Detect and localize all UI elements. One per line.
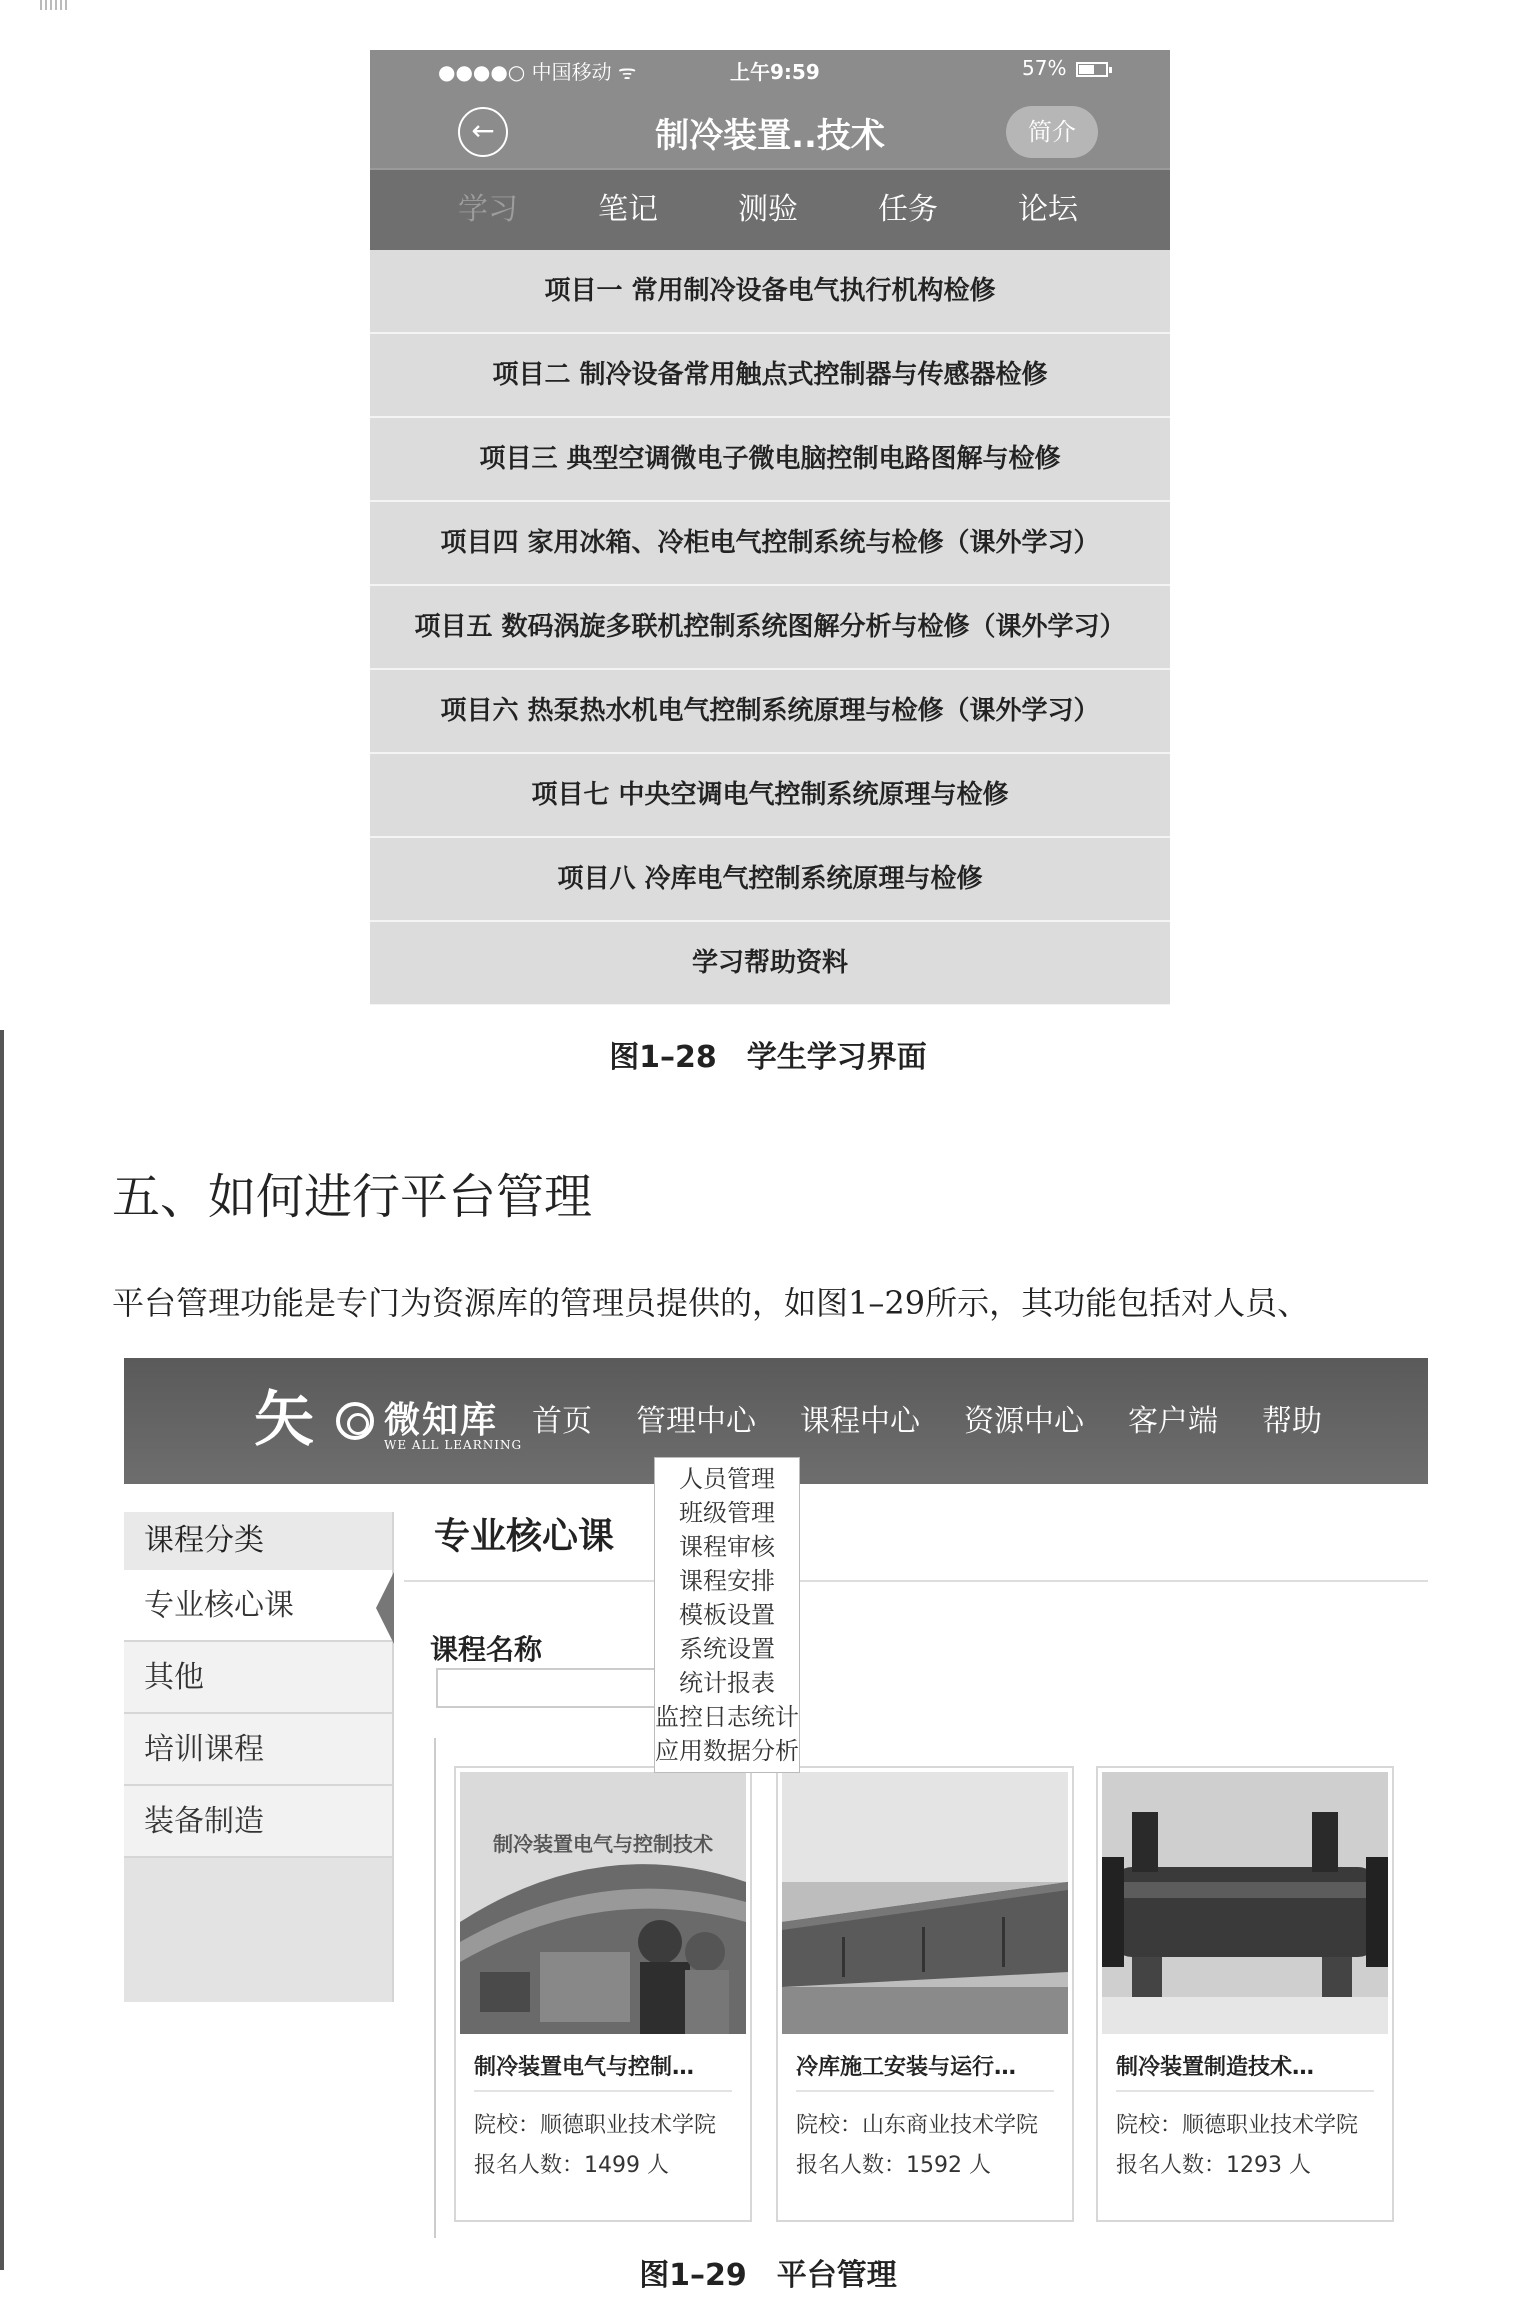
title-divider [404, 1580, 1428, 1582]
logo-mark: 矢 [254, 1385, 314, 1455]
tab-forum[interactable]: 论坛 [1018, 192, 1078, 227]
thumbnail-illustration [460, 1772, 746, 2034]
project-item-1[interactable]: 项目一 常用制冷设备电气执行机构检修 [370, 250, 1170, 334]
course-card-school: 院校：顺德职业技术学院 [474, 2113, 717, 2138]
body-paragraph: 平台管理功能是专门为资源库的管理员提供的，如图1–29所示，其功能包括对人员、 [112, 1284, 1310, 1322]
menu-item-reports[interactable]: 统计报表 [679, 1669, 775, 1697]
tab-quiz[interactable]: 测验 [738, 192, 798, 227]
menu-item-monitor-log[interactable]: 监控日志统计 [655, 1703, 799, 1731]
course-card[interactable] [776, 1766, 1074, 2222]
thumbnail-banner-text: 制冷装置电气与控制技术 [493, 1832, 713, 1856]
course-card-school: 院校：山东商业技术学院 [796, 2113, 1039, 2138]
sidebar-item-core-courses[interactable]: 专业核心课 [124, 1570, 392, 1642]
enrollment-count: 1499 人 [584, 2153, 669, 2178]
clock-label: 上午9:59 [730, 60, 820, 84]
logo-tagline: WE ALL LEARNING [384, 1438, 523, 1452]
course-thumbnail[interactable] [1102, 1772, 1388, 2034]
nav-home[interactable]: 首页 [532, 1404, 592, 1439]
course-thumbnail[interactable] [460, 1772, 746, 2034]
card-divider [1116, 2090, 1374, 2092]
course-category-sidebar [124, 1512, 394, 2002]
logo-name: 微知库 [384, 1400, 499, 1441]
page-edge-rule [0, 1030, 4, 2270]
back-arrow-icon[interactable]: ← [458, 107, 508, 157]
nav-help[interactable]: 帮助 [1262, 1404, 1322, 1439]
project-item-3[interactable]: 项目三 典型空调微电子微电脑控制电路图解与检修 [370, 418, 1170, 502]
nav-course-center[interactable]: 课程中心 [800, 1404, 920, 1439]
sidebar-heading: 课程分类 [144, 1523, 264, 1558]
enrollment-label: 报名人数： [1116, 2153, 1227, 2178]
project-item-2[interactable]: 项目二 制冷设备常用触点式控制器与传感器检修 [370, 334, 1170, 418]
main-nav [532, 1396, 1366, 1440]
course-card-enrollment [1116, 2148, 1311, 2179]
course-card[interactable] [1096, 1766, 1394, 2222]
active-pointer-icon [376, 1572, 394, 1644]
figure-caption-1-29: 图1–29 平台管理 [639, 2258, 897, 2293]
menu-item-data-analysis[interactable]: 应用数据分析 [655, 1737, 799, 1765]
project-item-5[interactable]: 项目五 数码涡旋多联机控制系统图解分析与检修（课外学习） [370, 586, 1170, 670]
battery-percent: 57% [1022, 56, 1067, 80]
sidebar-item-other[interactable]: 其他 [124, 1642, 392, 1714]
tab-tasks[interactable]: 任务 [878, 192, 938, 227]
project-item-8[interactable]: 项目八 冷库电气控制系统原理与检修 [370, 838, 1170, 922]
project-item-6[interactable]: 项目六 热泵热水机电气控制系统原理与检修（课外学习） [370, 670, 1170, 754]
carrier-label: ●●●●○ 中国移动 ᯤ [438, 60, 637, 84]
enrollment-count: 1592 人 [906, 2153, 991, 2178]
battery-icon [1076, 62, 1108, 77]
logo-circle-icon [336, 1402, 374, 1440]
status-bar [370, 56, 1170, 86]
enrollment-label: 报名人数： [796, 2153, 907, 2178]
tab-notes[interactable]: 笔记 [598, 192, 658, 227]
project-list [370, 250, 1170, 1005]
corner-scan-mark [40, 0, 70, 10]
course-card-title[interactable]: 制冷装置制造技术… [1116, 2055, 1315, 2080]
section-heading: 五、如何进行平台管理 [112, 1169, 593, 1225]
course-card[interactable] [454, 1766, 752, 2222]
menu-item-course-review[interactable]: 课程审核 [679, 1533, 775, 1561]
menu-item-template[interactable]: 模板设置 [679, 1601, 775, 1629]
sidebar-filler [124, 1858, 392, 2002]
course-card-enrollment [796, 2148, 991, 2179]
thumbnail-heat-exchanger [1102, 1772, 1388, 2034]
menu-item-system[interactable]: 系统设置 [679, 1635, 775, 1663]
sidebar-item-training[interactable]: 培训课程 [124, 1714, 392, 1786]
help-materials-item[interactable]: 学习帮助资料 [370, 922, 1170, 1005]
card-divider [796, 2090, 1054, 2092]
project-item-7[interactable]: 项目七 中央空调电气控制系统原理与检修 [370, 754, 1170, 838]
intro-button[interactable]: 简介 [1006, 106, 1098, 158]
card-divider [474, 2090, 732, 2092]
main-title: 专业核心课 [434, 1516, 615, 1557]
cards-frame-border [434, 1738, 442, 2238]
menu-item-personnel[interactable]: 人员管理 [679, 1465, 775, 1493]
course-card-enrollment [474, 2148, 669, 2179]
phone-topbar [370, 50, 1170, 168]
nav-client[interactable]: 客户端 [1128, 1404, 1218, 1439]
course-name-label: 课程名称 [430, 1633, 543, 1666]
figure-caption-1-28: 图1–28 学生学习界面 [609, 1040, 927, 1075]
management-dropdown-menu [654, 1457, 800, 1773]
nav-resource-center[interactable]: 资源中心 [964, 1404, 1084, 1439]
tab-study[interactable]: 学习 [458, 192, 518, 227]
enrollment-count: 1293 人 [1226, 2153, 1311, 2178]
project-item-4[interactable]: 项目四 家用冰箱、冷柜电气控制系统与检修（课外学习） [370, 502, 1170, 586]
student-learning-screen [370, 50, 1170, 1005]
tab-bar [370, 168, 1170, 250]
menu-item-course-schedule[interactable]: 课程安排 [679, 1567, 775, 1595]
course-card-school: 院校：顺德职业技术学院 [1116, 2113, 1359, 2138]
thumbnail-warehouse [782, 1772, 1068, 2034]
course-title: 制冷装置..技术 [655, 116, 885, 156]
sidebar-item-equipment[interactable]: 装备制造 [124, 1786, 392, 1858]
course-thumbnail[interactable] [782, 1772, 1068, 2034]
nav-management-center[interactable]: 管理中心 [636, 1404, 756, 1439]
platform-management-screen [124, 1358, 1428, 2238]
menu-item-class[interactable]: 班级管理 [679, 1499, 775, 1527]
course-card-title[interactable]: 冷库施工安装与运行… [796, 2055, 1017, 2080]
course-card-title[interactable]: 制冷装置电气与控制… [474, 2055, 695, 2080]
course-name-input[interactable] [436, 1668, 686, 1708]
enrollment-label: 报名人数： [474, 2153, 585, 2178]
